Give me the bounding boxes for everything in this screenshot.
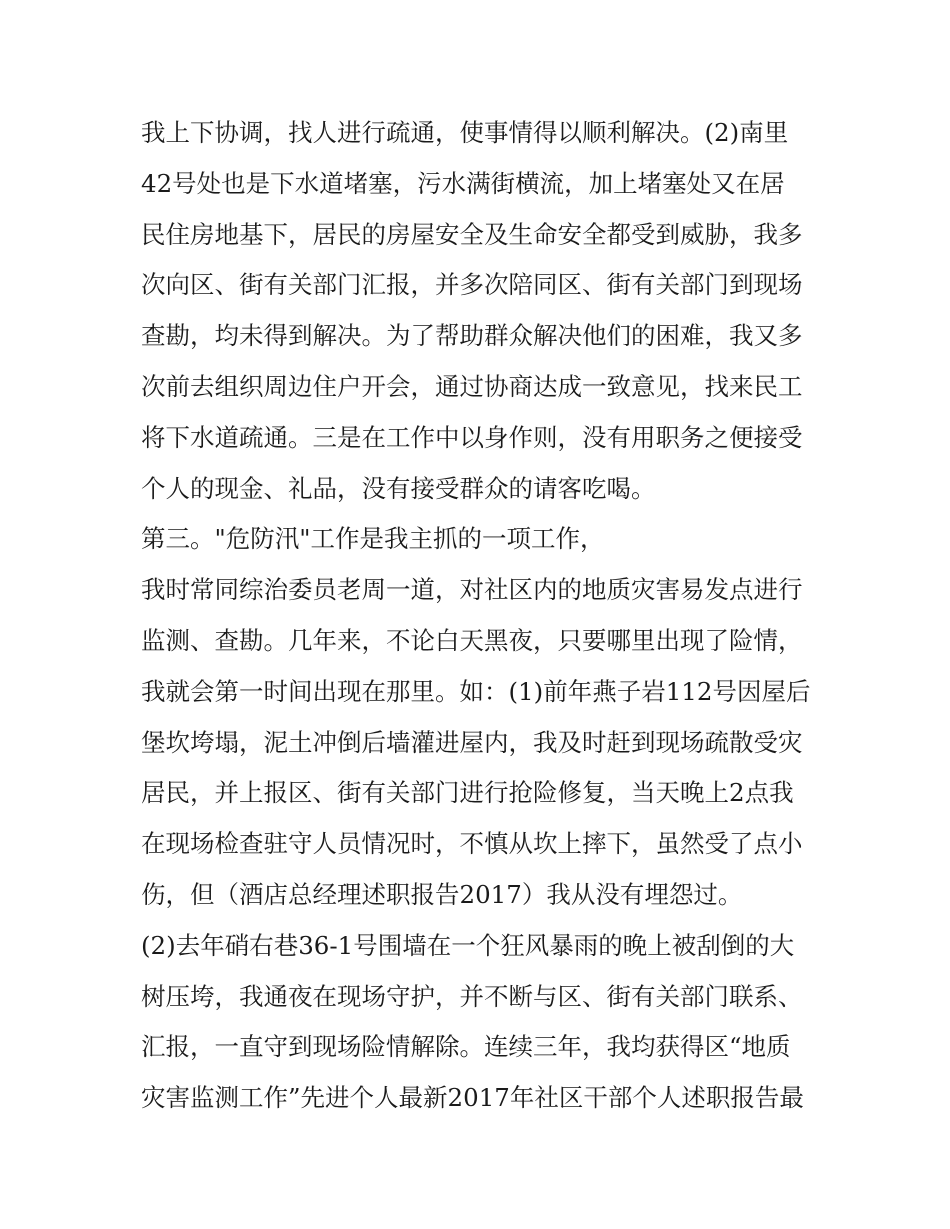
text-line: 堡坎垮塌，泥土冲倒后墙灌进屋内，我及时赶到现场疏散受灾 xyxy=(141,727,803,757)
text-line: 第三。"危防汛"工作是我主抓的一项工作， xyxy=(141,524,605,554)
text-line: (2)去年硝右巷36-1号围墙在一个狂风暴雨的晚上被刮倒的大 xyxy=(141,930,795,960)
text-line: 42号处也是下水道堵塞，污水满街横流，加上堵塞处又在居 xyxy=(141,168,785,198)
text-line: 次前去组织周边住户开会，通过协商达成一致意见，找来民工 xyxy=(141,371,803,401)
text-line: 查勘，均未得到解决。为了帮助群众解决他们的困难，我又多 xyxy=(141,321,803,351)
text-line: 树压垮，我通夜在现场守护，并不断与区、街有关部门联系、 xyxy=(141,981,803,1011)
body-text xyxy=(141,108,813,1124)
text-line: 监测、查勘。几年来，不论白天黑夜，只要哪里出现了险情， xyxy=(141,625,803,655)
text-line: 汇报，一直守到现场险情解除。连续三年，我均获得区“地质 xyxy=(141,1032,791,1062)
text-line: 我时常同综治委员老周一道，对社区内的地质灾害易发点进行 xyxy=(141,575,803,605)
text-line: 我就会第一时间出现在那里。如：(1)前年燕子岩112号因屋后 xyxy=(141,676,811,706)
text-line: 将下水道疏通。三是在工作中以身作则，没有用职务之便接受 xyxy=(141,422,803,452)
text-line: 在现场检查驻守人员情况时，不慎从坎上摔下，虽然受了点小 xyxy=(141,829,803,859)
text-line: 个人的现金、礼品，没有接受群众的请客吃喝。 xyxy=(141,473,656,503)
text-line: 民住房地基下，居民的房屋安全及生命安全都受到威胁，我多 xyxy=(141,219,803,249)
text-line: 伤，但（酒店总经理述职报告2017）我从没有埋怨过。 xyxy=(141,879,743,909)
text-line: 灾害监测工作”先进个人最新2017年社区干部个人述职报告最 xyxy=(141,1083,804,1113)
text-line: 次向区、街有关部门汇报，并多次陪同区、街有关部门到现场 xyxy=(141,270,803,300)
text-line: 居民，并上报区、街有关部门进行抢险修复，当天晚上2点我 xyxy=(141,778,794,808)
text-line: 我上下协调，找人进行疏通，使事情得以顺利解决。(2)南里 xyxy=(141,118,789,147)
